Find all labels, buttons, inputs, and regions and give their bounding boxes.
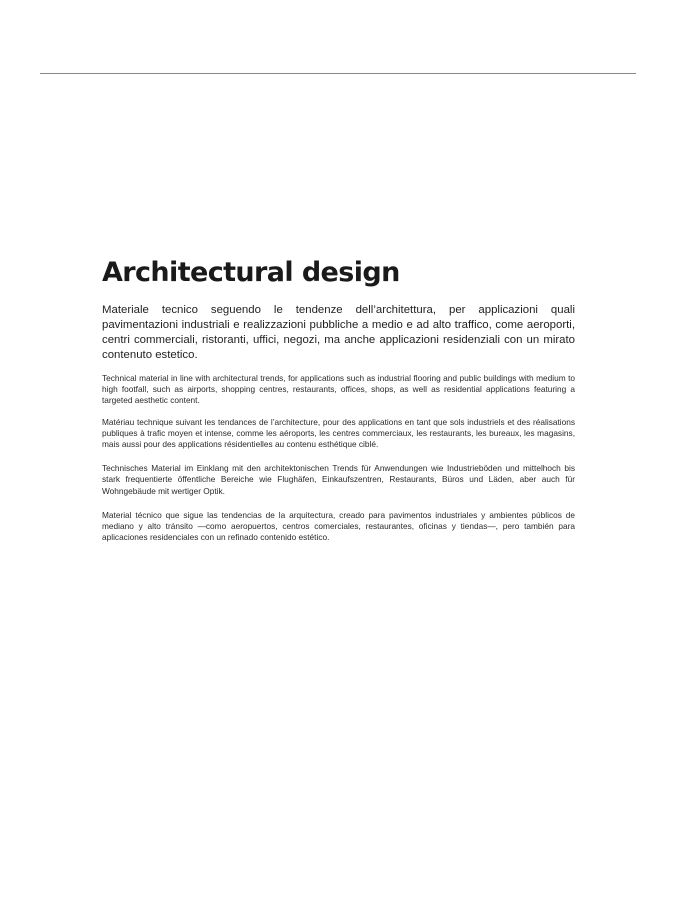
paragraph-french: Matériau technique suivant les tendances de l’architecture, pour des applications en tant que sols industriels et des réalisations publiques à trafic moyen et intense, comme les aéroports, les centres commerciaux, les restaurants, les bureaux, les magasins, mais aussi pour des applications résidentielles au contenu esthétique ciblé.: [102, 416, 575, 450]
paragraph-english: Technical material in line with architectural trends, for applications such as industrial flooring and public buildings with medium to high footfall, such as airports, shopping centres, restaurants, offices, shops, as well as residential applications featuring a targeted aesthetic content.: [102, 373, 575, 406]
paragraph-spanish: Material técnico que sigue las tendencias de la arquitectura, creado para pavimentos industriales y ambientes públicos de mediano y alto tránsito —como aeropuertos, centros comerciales, restaurantes, oficinas y tiendas—, pero también para aplicaciones residenciales con un refinado contenido estético.: [102, 509, 575, 543]
paragraph-german: Technisches Material im Einklang mit den architektonischen Trends für Anwendungen wie Industrieböden und mittelhoch bis stark frequentierte öffentliche Bereiche wie Flughäfen, Einkaufszentren, Restaurants, Büros und Läden, aber auch für Wohngebäude mit wertiger Optik.: [102, 463, 575, 496]
top-divider: [40, 73, 636, 74]
page-content: [102, 255, 575, 543]
paragraph-italian: Materiale tecnico seguendo le tendenze dell’architettura, per applicazioni quali pavimentazioni industriali e realizzazioni pubbliche a medio e ad alto traffico, come aeroporti, centri commerciali, ristoranti, uffici, negozi, ma anche applicazioni residenziali con un mirato contenuto estetico.: [102, 304, 575, 361]
page-title: Architectural design: [102, 257, 400, 288]
